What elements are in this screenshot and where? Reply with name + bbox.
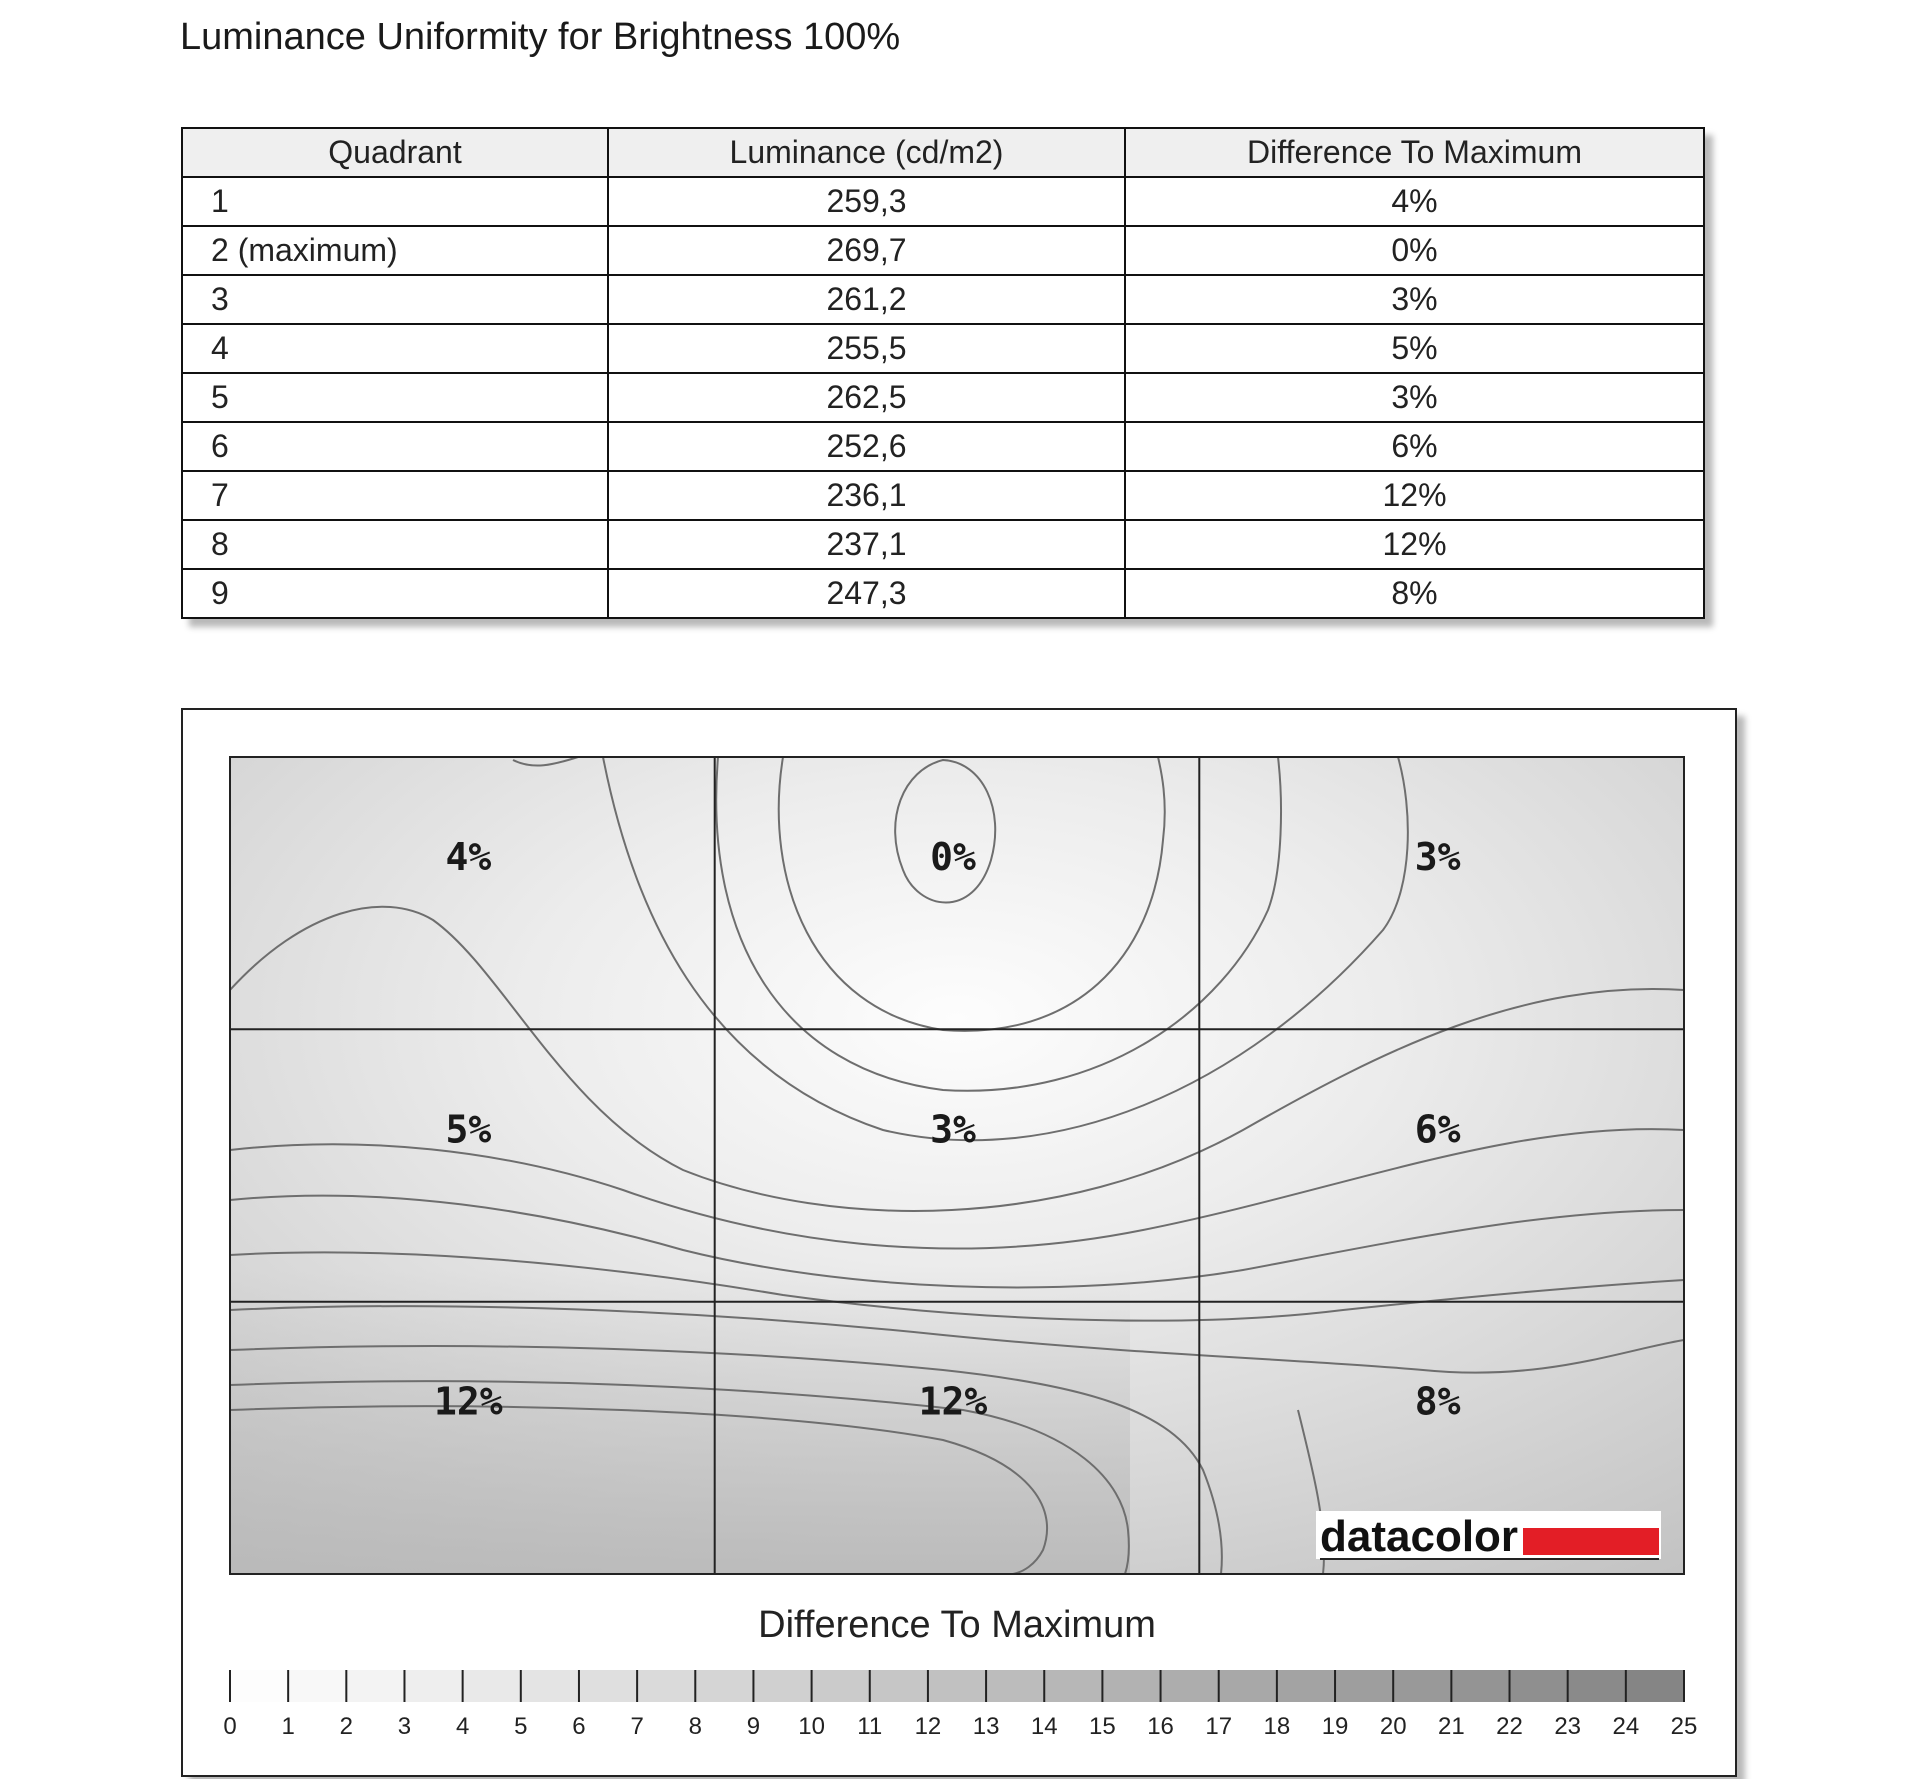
quadrant-cell: 1 xyxy=(182,177,608,226)
legend-tick-label: 7 xyxy=(630,1713,644,1740)
legend-tick-label: 16 xyxy=(1147,1713,1174,1740)
legend-swatch xyxy=(288,1670,346,1702)
legend-tick-label: 25 xyxy=(1670,1713,1698,1740)
legend-swatch xyxy=(404,1670,462,1702)
quadrant-cell: 3 xyxy=(182,275,608,324)
difference-cell: 12% xyxy=(1125,520,1704,569)
legend-tick-label: 9 xyxy=(746,1713,761,1740)
difference-cell: 4% xyxy=(1125,177,1704,226)
table-row xyxy=(182,177,1704,226)
header-difference: Difference To Maximum xyxy=(1125,128,1704,177)
table-row xyxy=(182,471,1704,520)
legend-tick-label: 5 xyxy=(514,1713,528,1740)
luminance-cell: 237,1 xyxy=(608,520,1125,569)
difference-cell: 12% xyxy=(1125,471,1704,520)
difference-cell: 0% xyxy=(1125,226,1704,275)
legend-swatch xyxy=(1626,1670,1684,1702)
luminance-cell: 247,3 xyxy=(608,569,1125,618)
legend-swatch xyxy=(812,1670,870,1702)
legend-tick-label: 6 xyxy=(572,1713,586,1740)
legend-swatch xyxy=(1568,1670,1626,1702)
legend-swatch xyxy=(1102,1670,1160,1702)
legend-tick-label: 0 xyxy=(223,1713,237,1740)
legend-tick-label: 3 xyxy=(397,1713,412,1740)
legend-tick-label: 22 xyxy=(1496,1713,1523,1740)
legend-swatch xyxy=(346,1670,404,1702)
quadrant-label: 3% xyxy=(1414,835,1461,879)
quadrant-cell: 2 (maximum) xyxy=(182,226,608,275)
legend-tick-label: 15 xyxy=(1089,1713,1116,1740)
header-luminance: Luminance (cd/m2) xyxy=(608,128,1125,177)
quadrant-cell: 9 xyxy=(182,569,608,618)
luminance-cell: 261,2 xyxy=(608,275,1125,324)
legend-swatch xyxy=(1510,1670,1568,1702)
color-scale-legend xyxy=(223,1670,1697,1740)
luminance-cell: 269,7 xyxy=(608,226,1125,275)
datacolor-logo-bar xyxy=(1523,1528,1659,1555)
table-row xyxy=(182,373,1704,422)
quadrant-label: 4% xyxy=(445,835,492,879)
legend-tick-label: 19 xyxy=(1321,1713,1349,1740)
legend-swatch xyxy=(986,1670,1044,1702)
quadrant-label: 12% xyxy=(434,1379,503,1424)
legend-tick-label: 13 xyxy=(972,1713,1000,1740)
table-row xyxy=(182,422,1704,471)
legend-tick-label: 10 xyxy=(798,1713,825,1740)
difference-cell: 6% xyxy=(1125,422,1704,471)
heatmap-background xyxy=(230,757,1684,1574)
table-row xyxy=(182,569,1704,618)
page-title: Luminance Uniformity for Brightness 100% xyxy=(180,16,901,58)
quadrant-label: 8% xyxy=(1414,1379,1461,1424)
table-row xyxy=(182,275,1704,324)
quadrant-cell: 8 xyxy=(182,520,608,569)
legend-tick-label: 12 xyxy=(914,1713,942,1740)
legend-tick-label: 8 xyxy=(688,1713,702,1740)
table-row xyxy=(182,520,1704,569)
difference-cell: 3% xyxy=(1125,373,1704,422)
legend-swatch xyxy=(521,1670,579,1702)
legend-swatch xyxy=(870,1670,928,1702)
quadrant-label: 0% xyxy=(930,835,976,879)
quadrant-label: 5% xyxy=(445,1107,492,1152)
difference-cell: 3% xyxy=(1125,275,1704,324)
quadrant-cell: 7 xyxy=(182,471,608,520)
table-row xyxy=(182,324,1704,373)
header-quadrant: Quadrant xyxy=(182,128,608,177)
legend-swatch xyxy=(1335,1670,1393,1702)
luminance-table xyxy=(181,127,1705,619)
legend-swatch xyxy=(1393,1670,1451,1702)
legend-swatch xyxy=(463,1670,521,1702)
uniformity-chart-panel xyxy=(181,708,1737,1777)
legend-swatch xyxy=(1277,1670,1335,1702)
quadrant-label: 6% xyxy=(1414,1107,1461,1152)
legend-swatch xyxy=(1219,1670,1277,1702)
legend-tick-label: 1 xyxy=(281,1713,295,1740)
luminance-cell: 252,6 xyxy=(608,422,1125,471)
legend-swatch xyxy=(928,1670,986,1702)
legend-swatch xyxy=(1451,1670,1509,1702)
datacolor-logo-text: datacolor xyxy=(1320,1512,1519,1561)
legend-swatch xyxy=(1044,1670,1102,1702)
luminance-table-container xyxy=(181,127,1705,619)
legend-tick-label: 17 xyxy=(1205,1713,1233,1740)
luminance-cell: 262,5 xyxy=(608,373,1125,422)
quadrant-cell: 5 xyxy=(182,373,608,422)
legend-tick-label: 2 xyxy=(339,1713,353,1740)
difference-cell: 8% xyxy=(1125,569,1704,618)
uniformity-heatmap xyxy=(183,710,1735,1775)
difference-cell: 5% xyxy=(1125,324,1704,373)
legend-title: Difference To Maximum xyxy=(758,1604,1156,1646)
datacolor-logo xyxy=(1316,1511,1661,1561)
legend-swatch xyxy=(637,1670,695,1702)
quadrant-label: 12% xyxy=(918,1379,988,1424)
legend-tick-label: 23 xyxy=(1554,1713,1582,1740)
legend-tick-label: 18 xyxy=(1263,1713,1291,1740)
legend-tick-label: 24 xyxy=(1612,1713,1640,1740)
legend-swatch xyxy=(230,1670,288,1702)
quadrant-cell: 4 xyxy=(182,324,608,373)
legend-tick-label: 11 xyxy=(857,1713,883,1740)
legend-tick-label: 21 xyxy=(1438,1713,1465,1740)
legend-swatch xyxy=(579,1670,637,1702)
legend-swatch xyxy=(695,1670,753,1702)
legend-tick-label: 14 xyxy=(1030,1713,1058,1740)
table-row xyxy=(182,226,1704,275)
luminance-cell: 236,1 xyxy=(608,471,1125,520)
table-header-row xyxy=(182,128,1704,177)
legend-swatch xyxy=(1161,1670,1219,1702)
legend-tick-label: 4 xyxy=(455,1713,470,1740)
quadrant-label: 3% xyxy=(930,1107,976,1152)
luminance-cell: 259,3 xyxy=(608,177,1125,226)
quadrant-cell: 6 xyxy=(182,422,608,471)
luminance-cell: 255,5 xyxy=(608,324,1125,373)
legend-tick-label: 20 xyxy=(1379,1713,1407,1740)
legend-swatch xyxy=(753,1670,811,1702)
